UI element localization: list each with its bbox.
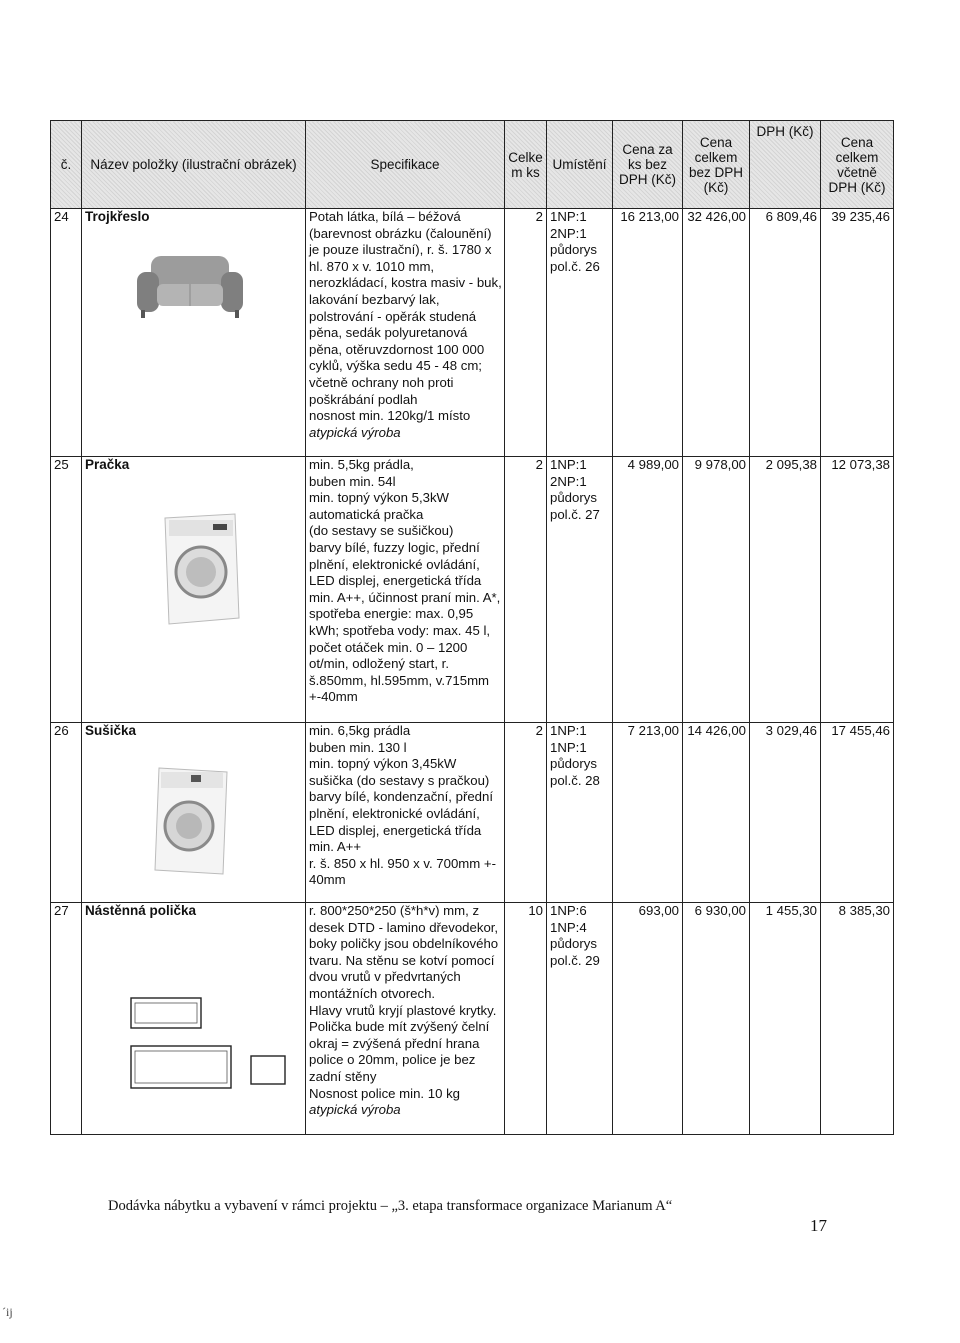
item-name-cell — [82, 457, 306, 723]
quantity: 2 — [505, 457, 547, 723]
quantity: 2 — [505, 723, 547, 903]
location-cell: 1NP:6 1NP:4 půdorys pol.č. 29 — [547, 903, 613, 1135]
header-spec: Specifikace — [306, 121, 505, 209]
items-table — [50, 120, 894, 1135]
row-number: 25 — [51, 457, 82, 723]
spec-cell: min. 6,5kg prádla buben min. 130 l min. topný výkon 3,45kW sušička (do sestavy s pračkou) barvy bílé, kondenzační, přední plnění, elektronické ovládání, LED displej, energetická třída min. A++ r. š. 850 x hl. 950 x v. 700mm +- 40mm — [306, 723, 505, 903]
quantity: 2 — [505, 209, 547, 457]
spec-cell: Potah látka, bílá – béžová (barevnost obrázku (čalounění) je pouze ilustrační), r. š. 1780 x hl. 870 x v. 1010 mm, nerozkládací, kostra masiv - buk, lakování bezbarvý lak, polstrování - opěrák studená pěna, sedák polyuretanová pěna, otěruvzdornost 100 000 cyklů, výška sedu 45 - 48 cm; včetně ochrany noh proti poškrábání podlah nosnost min. 120kg/1 místo atypická výroba — [306, 209, 505, 457]
header-unit-price: Cena za ks bez DPH (Kč) — [613, 121, 683, 209]
row-number: 26 — [51, 723, 82, 903]
item-name: Nástěnná polička — [85, 903, 197, 918]
vat: 3 029,46 — [750, 723, 821, 903]
table-row — [51, 209, 894, 457]
item-name: Sušička — [85, 723, 137, 738]
spec-cell: min. 5,5kg prádla, buben min. 54l min. topný výkon 5,3kW automatická pračka (do sestavy se sušičkou) barvy bílé, fuzzy logic, přední plnění, elektronické ovládání, LED displej, energetická třída min. A++, účinnost praní min. A*, spotřeba energie: max. 0,95 kWh; spotřeba vody: max. 45 l, počet otáček min. 0 – 1200 ot/min, odložený start, r. š.850mm, hl.595mm, v.715mm +-40mm — [306, 457, 505, 723]
total-vat: 17 455,46 — [821, 723, 894, 903]
header-total-vat: Cena celkem včetně DPH (Kč) — [821, 121, 894, 209]
header-location: Umístění — [547, 121, 613, 209]
item-name-cell — [82, 723, 306, 903]
sofa-image — [129, 238, 249, 328]
margin-mark: ´ij — [2, 1305, 13, 1319]
vat: 2 095,38 — [750, 457, 821, 723]
spec-cell: r. 800*250*250 (š*h*v) mm, z desek DTD - lamino dřevodekor, boky poličky jsou obdelníkového tvaru. Na stěnu se kotví pomocí dvou vrutů v předvrtaných montážních otvorech. Hlavy vrutů kryjí plastové krytky. Polička bude mít zvýšený čelní okraj = zvýšená přední hrana police o 20mm, police je bez zadní stěny Nosnost police min. 10 kg atypická výroba — [306, 903, 505, 1135]
item-name-cell — [82, 209, 306, 457]
total-vat: 12 073,38 — [821, 457, 894, 723]
page-number: 17 — [810, 1216, 827, 1235]
quantity: 10 — [505, 903, 547, 1135]
total-no-vat: 9 978,00 — [683, 457, 750, 723]
header-no: č. — [51, 121, 82, 209]
header-qty: Celke m ks — [505, 121, 547, 209]
vat: 1 455,30 — [750, 903, 821, 1135]
unit-price: 16 213,00 — [613, 209, 683, 457]
header-vat: DPH (Kč) — [750, 121, 821, 209]
unit-price: 693,00 — [613, 903, 683, 1135]
table-row — [51, 457, 894, 723]
location-cell: 1NP:1 2NP:1 půdorys pol.č. 26 — [547, 209, 613, 457]
page-footer: Dodávka nábytku a vybavení v rámci projektu – „3. etapa transformace organizace Marianum A“ — [108, 1198, 673, 1214]
location-cell: 1NP:1 1NP:1 půdorys pol.č. 28 — [547, 723, 613, 903]
total-vat: 39 235,46 — [821, 209, 894, 457]
wall-shelf-image — [95, 948, 295, 1098]
header-total-no-vat: Cena celkem bez DPH (Kč) — [683, 121, 750, 209]
total-no-vat: 32 426,00 — [683, 209, 750, 457]
table-header-row — [51, 121, 894, 209]
item-name: Pračka — [85, 457, 130, 472]
total-vat: 8 385,30 — [821, 903, 894, 1135]
unit-price: 7 213,00 — [613, 723, 683, 903]
unit-price: 4 989,00 — [613, 457, 683, 723]
vat: 6 809,46 — [750, 209, 821, 457]
row-number: 24 — [51, 209, 82, 457]
item-name: Trojkřeslo — [85, 209, 150, 224]
table-row — [51, 903, 894, 1135]
table-row — [51, 723, 894, 903]
washing-machine-image — [155, 510, 245, 630]
total-no-vat: 14 426,00 — [683, 723, 750, 903]
location-cell: 1NP:1 2NP:1 půdorys pol.č. 27 — [547, 457, 613, 723]
row-number: 27 — [51, 903, 82, 1135]
header-name: Název položky (ilustrační obrázek) — [82, 121, 306, 209]
item-name-cell — [82, 903, 306, 1135]
total-no-vat: 6 930,00 — [683, 903, 750, 1135]
dryer-image — [145, 762, 235, 882]
